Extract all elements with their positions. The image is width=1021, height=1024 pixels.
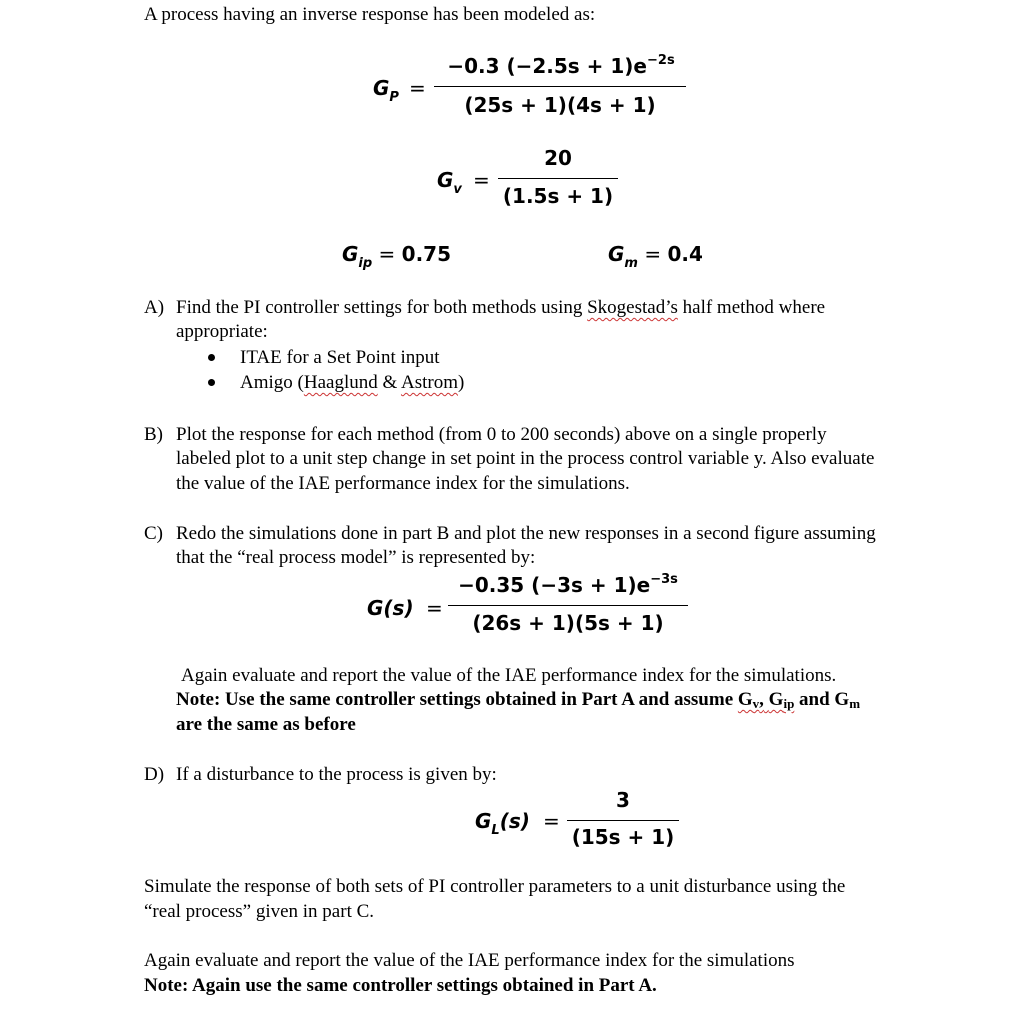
part-a-line-1: Find the PI controller settings for both methods using Skogestad’s half method where xyxy=(176,297,826,318)
part-a-line-2: appropriate: xyxy=(176,321,268,342)
part-c-line-2: that the “real process model” is represented by: xyxy=(176,547,536,568)
part-b-label: B) xyxy=(144,424,163,445)
part-c-note-line-2: are the same as before xyxy=(176,714,356,735)
bullet-amigo: Amigo (Haaglund & Astrom) xyxy=(240,372,465,393)
part-c-label: C) xyxy=(144,523,163,544)
gs-fraction-bar xyxy=(448,605,688,606)
equation-gip: $G_{ip} = 0.75$ xyxy=(342,242,452,271)
bullet-icon xyxy=(208,379,215,386)
equals-sign: = xyxy=(409,76,426,100)
gv-numerator: 20 xyxy=(544,146,572,170)
gs-lhs: G(s) xyxy=(367,596,414,620)
part-b-line-2: labeled plot to a unit step change in set point in the process control variable y. Also evaluate xyxy=(176,448,875,469)
gp-fraction-bar xyxy=(434,86,686,87)
bullet-itae: ITAE for a Set Point input xyxy=(240,347,440,368)
gp-lhs: $G_P$ xyxy=(373,76,399,105)
gl-fraction-bar xyxy=(567,820,679,821)
bullet-icon xyxy=(208,354,215,361)
part-b-line-1: Plot the response for each method (from 0 to 200 seconds) above on a single properly xyxy=(176,424,827,445)
equals-sign: = xyxy=(473,168,490,192)
gv-denominator: (1.5s + 1) xyxy=(502,184,614,208)
part-a-label: A) xyxy=(144,297,165,318)
part-c-line-1: Redo the simulations done in part B and plot the new responses in a second figure assuming xyxy=(176,523,876,544)
gv-lhs: $G_v$ xyxy=(437,168,462,197)
gl-numerator: 3 xyxy=(616,788,630,812)
part-d-eval: Again evaluate and report the value of the IAE performance index for the simulations xyxy=(144,950,795,971)
gv-fraction-bar xyxy=(498,178,618,179)
part-c-note-line-1: Note: Use the same controller settings obtained in Part A and assume Gv, Gip and Gm xyxy=(176,689,861,711)
part-d-note: Note: Again use the same controller settings obtained in Part A. xyxy=(144,975,657,996)
part-c-after: Again evaluate and report the value of the IAE performance index for the simulations. xyxy=(181,665,837,686)
intro-text: A process having an inverse response has been modeled as: xyxy=(144,4,596,25)
part-d-sim-line-1: Simulate the response of both sets of PI controller parameters to a unit disturbance using the xyxy=(144,876,846,897)
gl-denominator: (15s + 1) xyxy=(571,825,675,849)
equation-gm: $G_m = 0.4$ xyxy=(608,242,703,271)
part-d-label: D) xyxy=(144,764,165,785)
gl-lhs: $G_L(s)$ xyxy=(475,809,530,838)
gs-denominator: (26s + 1)(5s + 1) xyxy=(472,611,664,635)
gp-numerator: −0.3 $(-2.5s + 1)e^{-2s}$ xyxy=(447,53,675,78)
gs-numerator: −0.35 $(-3s + 1)e^{-3s}$ xyxy=(458,572,678,597)
equals-sign: = xyxy=(543,809,560,833)
gp-denominator: (25s + 1)(4s + 1) xyxy=(464,93,656,117)
part-d-line: If a disturbance to the process is given by: xyxy=(176,764,497,785)
part-b-line-3: the value of the IAE performance index for the simulations. xyxy=(176,473,630,494)
part-d-sim-line-2: “real process” given in part C. xyxy=(144,901,375,922)
equals-sign: = xyxy=(426,596,443,620)
